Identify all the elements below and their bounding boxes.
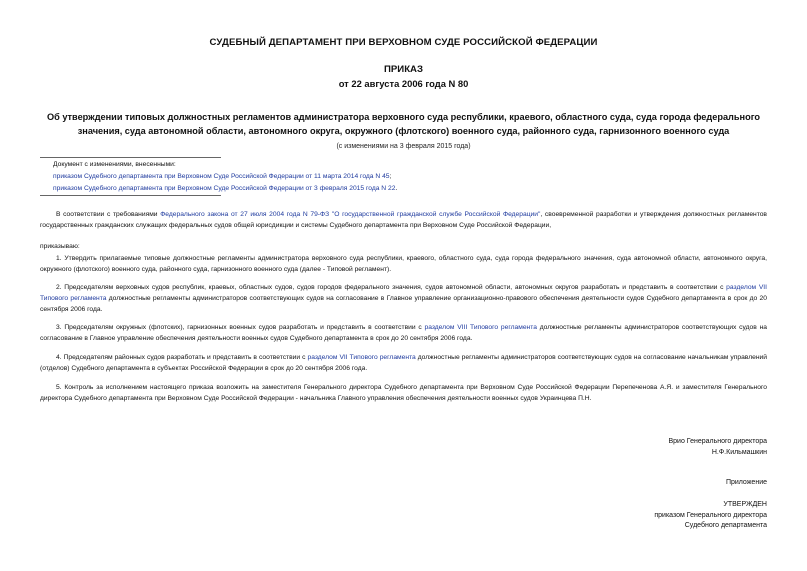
- amendment-line-1: приказом Судебного департамента при Верховном Суде Российской Федерации от 11 марта 2014 года N 45;: [53, 173, 392, 181]
- date-number: от 22 августа 2006 года N 80: [338, 78, 469, 89]
- federal-law-link[interactable]: Федерального закона от 27 июля 2004 года N 79-ФЗ "О государственной гражданской службе Российской Федерации": [160, 211, 541, 218]
- item-2: 2. Председателям верховных судов республик, краевых, областных судов, судов городов федерального значения, судов автономной области, автономных округов разработать и представить в соответствии с разделом VII Типового регламента должностные регламенты администраторов соответствующих судов на согласование в Главное управление организационно-правового обеспечения деятельности судов Судебного департамента в срок до 20 сентября 2006 года.: [40, 284, 768, 313]
- item-5: 5. Контроль за исполнением настоящего приказа возложить на заместителя Генерального директора Судебного департамента при Верховном Суде Российской Федерации Перепеченова А.Я. и заместителя Генерального директора Судебного департамента при Верховном Суде Российской Федерации - начальника Главного управления обеспечения деятельности военных судов Украинцева П.Н.: [40, 384, 767, 402]
- section-vii-link-1[interactable]: разделом VII Типового регламента: [40, 284, 768, 302]
- item-4: 4. Председателям районных судов разработать и представить в соответствии с разделом VII Типового регламента должностные регламенты администраторов соответствующих судов на согласование начальникам управлений (отделов) Судебного департамента в субъектах Российской Федерации в срок до 20 сентября 2006 года.: [40, 354, 767, 372]
- amendment-link-2[interactable]: приказом Судебного департамента при Верховном Суде Российской Федерации от 3 февраля 2015 года N 22: [53, 185, 396, 193]
- document-title: Об утверждении типовых должностных регламентов администратора верховного суда республики, краевого, областного суда, суда города федерального значения, суда автономной области, автономного округа, окружного (флотского) военного суда, районного суда, гарнизонного военного суда: [46, 112, 761, 136]
- doc-type-heading: ПРИКАЗ: [384, 64, 423, 75]
- appendix-label: Приложение: [725, 479, 767, 486]
- signature-block: [668, 437, 767, 458]
- amendments-label: Документ с изменениями, внесенными:: [53, 161, 176, 168]
- approved-line-1: приказом Генерального директора: [654, 511, 767, 519]
- divider-bottom: [40, 195, 221, 196]
- approval-block: [654, 500, 767, 532]
- org-heading: СУДЕБНЫЙ ДЕПАРТАМЕНТ ПРИ ВЕРХОВНОМ СУДЕ РОССИЙСКОЙ ФЕДЕРАЦИИ: [209, 37, 598, 48]
- amendment-link-1[interactable]: приказом Судебного департамента при Верховном Суде Российской Федерации от 11 марта 2014 года N 45: [53, 173, 390, 181]
- divider-top: [40, 157, 221, 158]
- order-word: приказываю:: [40, 243, 80, 250]
- signer-position: Врио Генерального директора: [668, 438, 767, 445]
- amendments-block: [53, 159, 397, 196]
- intro-paragraph: В соответствии с требованиями Федерального закона от 27 июля 2004 года N 79-ФЗ "О государственной гражданской службе Российской Федерации", своевременной разработки и утверждения должностных регламентов государственных гражданских служащих федеральных судов общей юрисдикции и системы Судебного департамента при Верховном Суде Российской Федерации,: [40, 211, 767, 229]
- signer-name: Н.Ф.Кильмашкин: [711, 448, 767, 456]
- changes-note: (с изменениями на 3 февраля 2015 года): [336, 143, 471, 150]
- section-vii-link-2[interactable]: разделом VII Типового регламента: [307, 354, 416, 361]
- approved-label: УТВЕРЖДЕН: [723, 501, 767, 508]
- amendment-line-2: приказом Судебного департамента при Верховном Суде Российской Федерации от 3 февраля 2015 года N 22.: [53, 185, 398, 193]
- item-3: 3. Председателям окружных (флотских), гарнизонных военных судов разработать и представить в соответствии с разделом VIII Типового регламента должностные регламенты администраторов соответствующих судов на согласование в Главное управление обеспечения деятельности военных судов Судебного департамента в срок до 20 сентября 2006 года.: [40, 324, 767, 342]
- item-1: 1. Утвердить прилагаемые типовые должностные регламенты администратора верховного суда республики, краевого, областного суда, суда города федерального значения, суда автономной области, автономного округа, окружного (флотского) военного суда, районного суда, гарнизонного военного суда (далее - Типовой регламент).: [40, 255, 767, 273]
- section-viii-link[interactable]: разделом VIII Типового регламента: [424, 324, 537, 331]
- approved-line-2: Судебного департамента: [684, 522, 767, 530]
